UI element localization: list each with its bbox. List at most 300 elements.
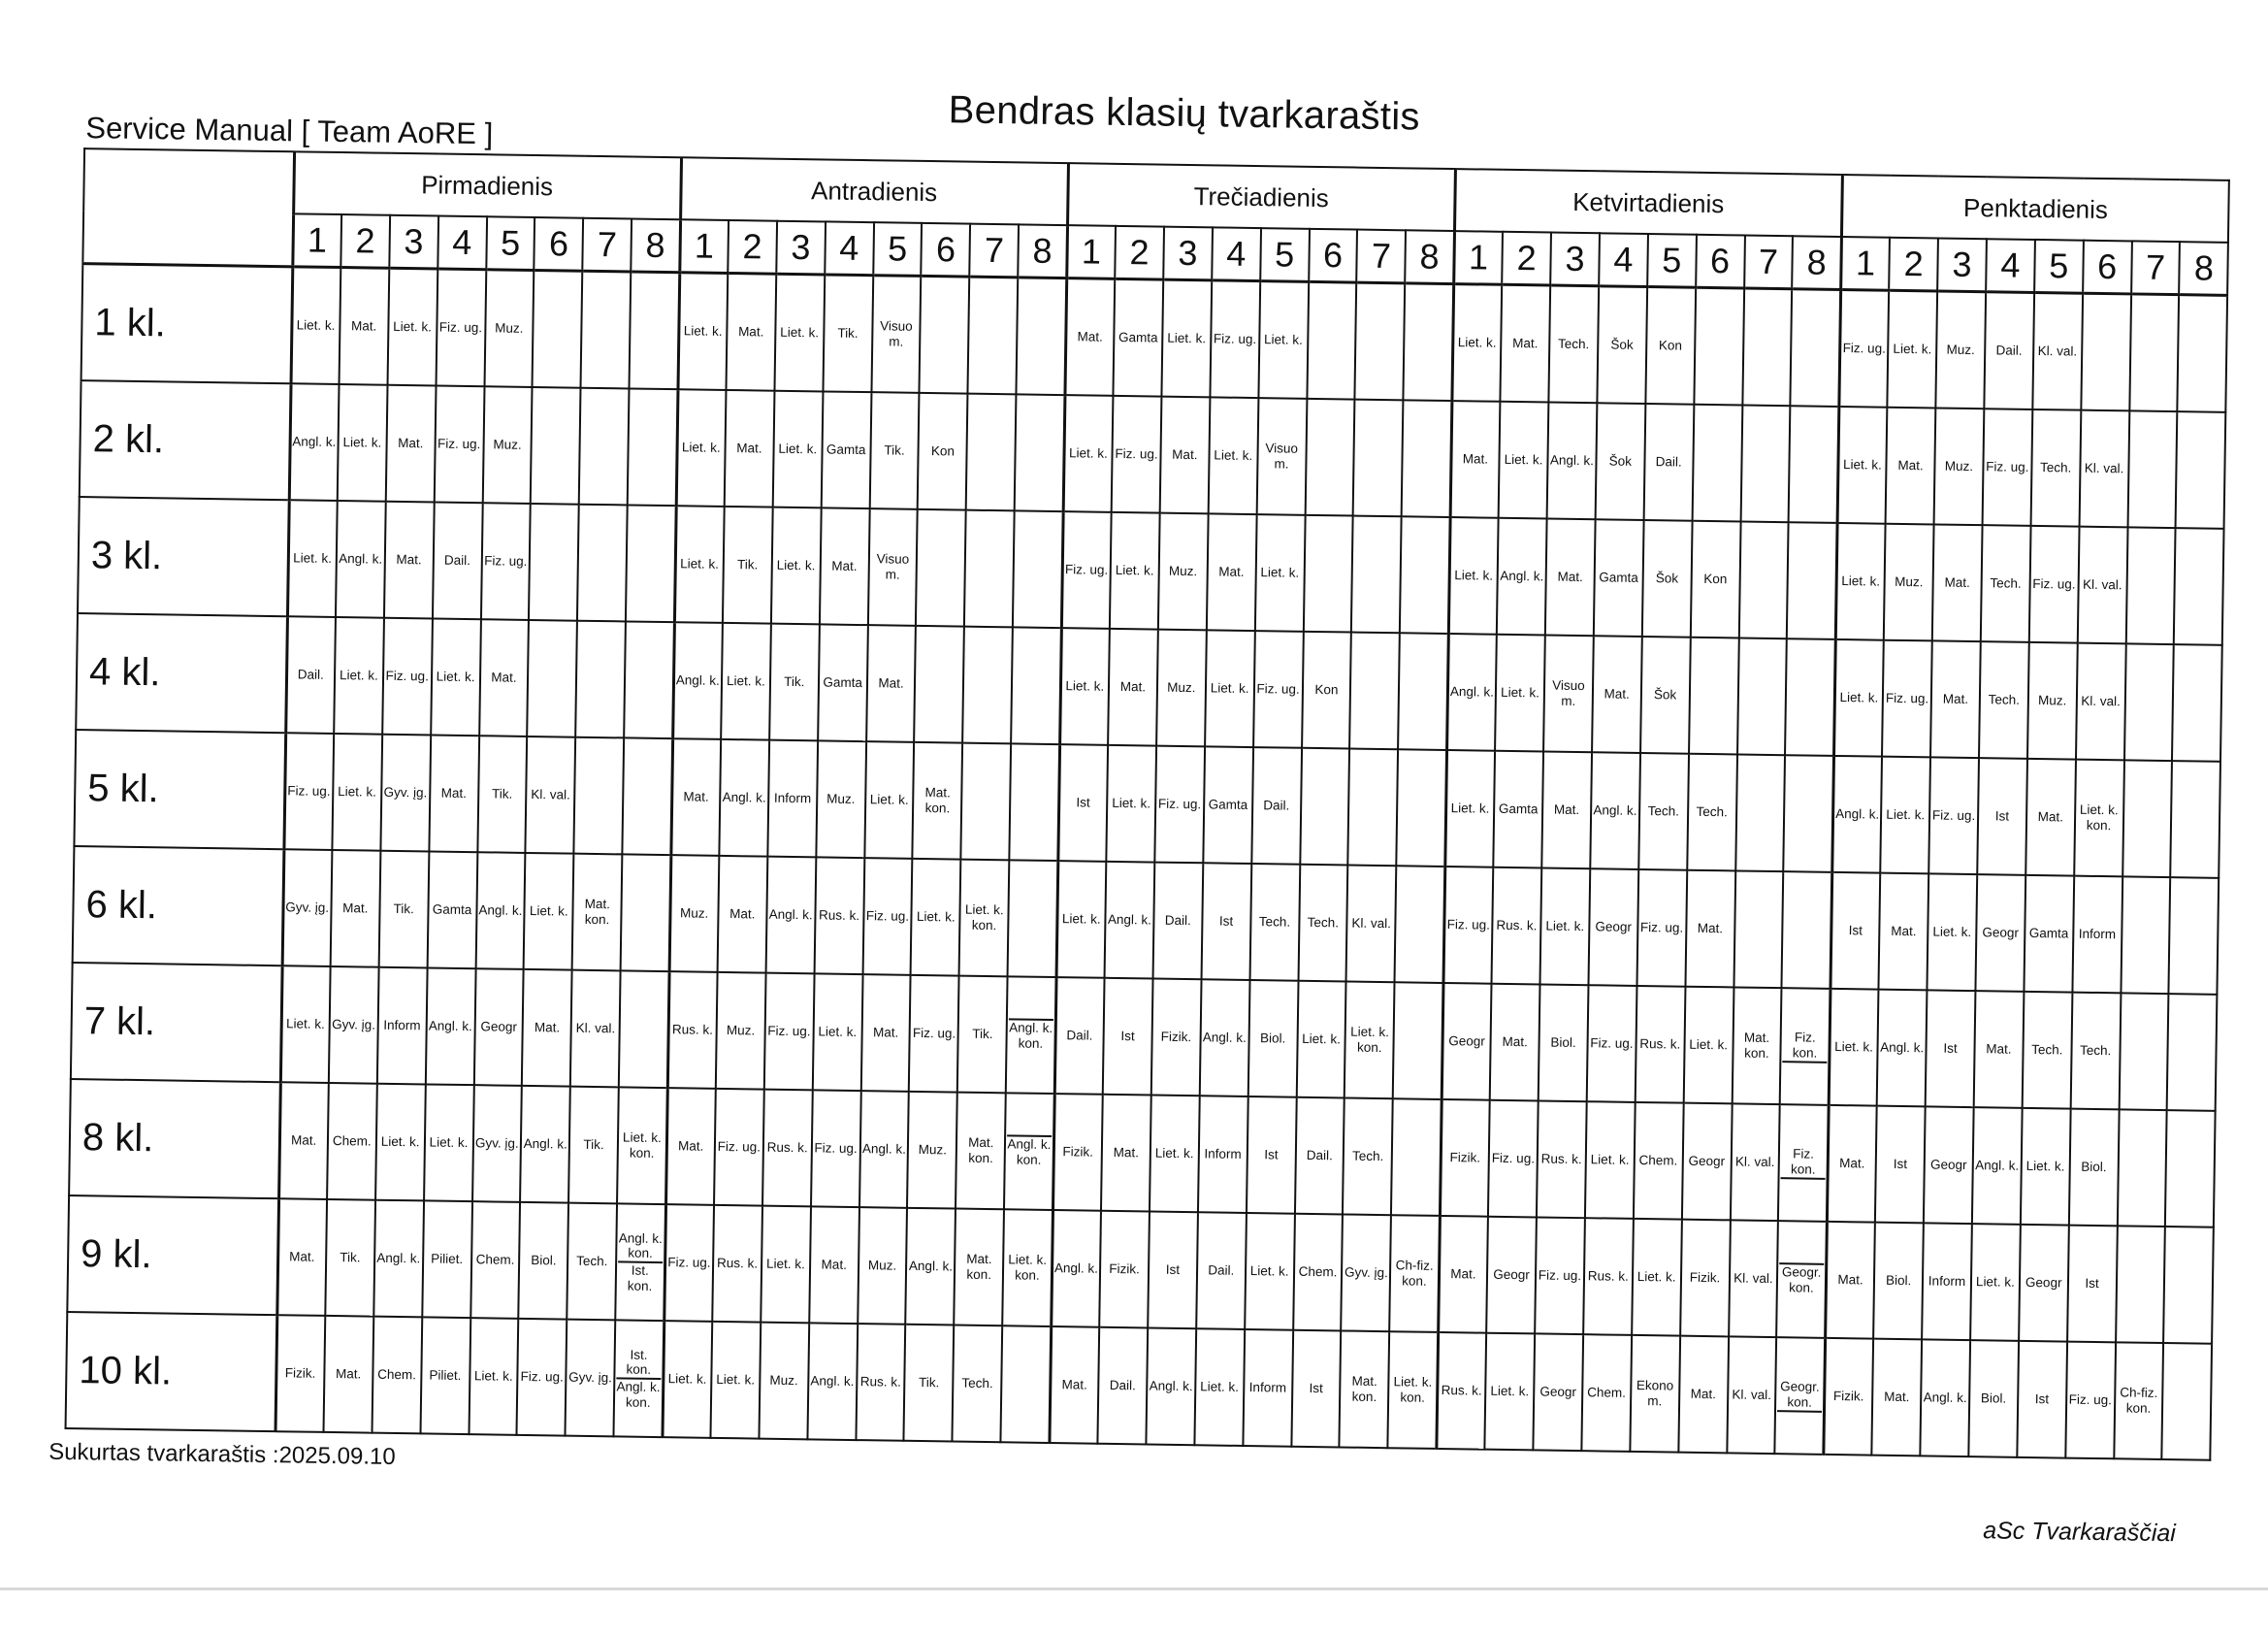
lesson-cell: Ist	[2017, 1341, 2067, 1458]
lesson-cell: Liet. k.	[1499, 402, 1549, 519]
lesson-cell: Liet. k.	[663, 1321, 713, 1438]
lesson-cell: Tech.	[2070, 993, 2121, 1110]
lesson-cell: Fiz. ug.	[480, 503, 531, 620]
lesson-cell	[1789, 406, 1839, 523]
lesson-cell: Angl. k.	[1877, 990, 1928, 1107]
lesson-cell: Muz.	[484, 270, 535, 387]
lesson-cell: Angl. k.	[1497, 518, 1547, 636]
lesson-cell: Liet. k.	[387, 268, 437, 385]
lesson-cell	[916, 509, 966, 627]
scan-edge	[0, 1587, 2268, 1590]
lesson-cell: Angl. k.	[336, 501, 386, 618]
lesson-cell: Inform	[2072, 876, 2122, 994]
lesson-cell: Muz.	[858, 1207, 908, 1325]
lesson-cell	[621, 854, 671, 971]
lesson-cell: Mat.	[1930, 640, 1981, 758]
lesson-cell: Liet. k.	[761, 1206, 811, 1324]
lesson-cell: Liet. k.	[774, 274, 825, 391]
lesson-cell: Mat.	[278, 1082, 329, 1199]
lesson-cell: Rus. k.	[856, 1324, 906, 1441]
lesson-cell	[1300, 748, 1350, 866]
period-number: 6	[922, 223, 971, 277]
lesson-cell: Liet. k.	[1888, 290, 1938, 408]
lesson-cell: Kl. val.	[1729, 1220, 1779, 1337]
lesson-cell: Piliet.	[422, 1200, 472, 1318]
lesson-cell: Liet. k.	[1056, 861, 1107, 978]
lesson-cell: Chem.	[1293, 1214, 1344, 1331]
lesson-cell: Tech.	[1298, 865, 1348, 982]
lesson-cell: Geogr	[2019, 1225, 2069, 1342]
lesson-cell: Fiz. ug.	[517, 1319, 567, 1436]
lesson-cell: Muz.	[1884, 524, 1934, 641]
lesson-cell	[2174, 528, 2224, 645]
lesson-cell	[1348, 749, 1399, 867]
lesson-cell: Fiz. ug.	[2029, 526, 2080, 643]
lesson-cell: Mat.	[1825, 1222, 1875, 1339]
lesson-cell: Liet. k.	[1448, 517, 1499, 635]
lesson-cell: Mat.	[718, 856, 768, 973]
period-number: 6	[1309, 229, 1358, 282]
lesson-cell: Gyv. įg.	[329, 966, 379, 1084]
lesson-part: Ist. kon.	[626, 1347, 652, 1378]
lesson-cell: Mat.	[1065, 278, 1116, 396]
period-number: 1	[1453, 231, 1503, 284]
lesson-cell: Muz.	[1934, 408, 1985, 525]
lesson-cell	[2162, 1343, 2213, 1460]
lesson-cell	[1782, 871, 1832, 989]
lesson-cell: Liet. k.	[1880, 757, 1930, 874]
lesson-cell: Fiz. ug.	[436, 269, 486, 386]
lesson-cell: Dail.	[1152, 863, 1203, 980]
lesson-cell	[2124, 643, 2175, 761]
lesson-cell: Gamta	[1113, 278, 1163, 396]
class-label: 1 kl.	[81, 264, 293, 384]
period-number: 4	[825, 221, 874, 275]
lesson-part: Angl. k. kon.	[1009, 1019, 1053, 1052]
lesson-cell: Fiz. ug.	[1882, 640, 1932, 758]
lesson-cell: Ist	[1201, 863, 1251, 980]
lesson-cell: Tech.	[1548, 285, 1599, 403]
lesson-cell: Mat.	[725, 390, 775, 507]
lesson-cell: Visuo m.	[867, 508, 918, 626]
lesson-cell: Liet. k.	[1970, 1224, 2021, 1341]
timetable-grid	[65, 147, 2231, 1461]
class-label: 7 kl.	[71, 963, 282, 1082]
lesson-cell: Tik.	[904, 1325, 955, 1442]
lesson-cell	[968, 277, 1019, 394]
period-number: 4	[1599, 233, 1648, 286]
lesson-cell: Mat.	[866, 625, 917, 742]
lesson-cell	[1006, 976, 1056, 1094]
lesson-cell	[1689, 638, 1739, 755]
lesson-cell	[1785, 638, 1835, 756]
lesson-cell: Tik.	[723, 507, 773, 624]
lesson-cell: Liet. k.	[1205, 630, 1255, 747]
lesson-cell: Liet. k.	[375, 1084, 426, 1201]
lesson-cell: Mat.	[522, 969, 572, 1087]
class-label: 4 kl.	[76, 613, 287, 733]
lesson-cell: Ist	[1057, 744, 1108, 862]
lesson-cell	[1011, 627, 1061, 744]
lesson-cell	[2117, 1109, 2167, 1227]
lesson-cell: Angl. k.	[765, 857, 816, 974]
lesson-cell: Ch-fiz. kon.	[2114, 1342, 2164, 1459]
lesson-cell	[531, 387, 581, 505]
lesson-cell: Geogr	[1924, 1106, 1974, 1224]
lesson-cell: Mat.	[1490, 984, 1540, 1101]
lesson-cell: Mat.	[1886, 408, 1936, 525]
lesson-cell: Muz.	[1156, 630, 1207, 747]
lesson-cell	[2121, 876, 2171, 994]
lesson-cell: Mat.	[1108, 629, 1158, 746]
lesson-cell: Liet. k.	[1194, 1328, 1245, 1446]
lesson-cell	[615, 1203, 665, 1321]
lesson-cell: Tik.	[568, 1087, 619, 1204]
lesson-cell	[628, 388, 678, 506]
lesson-cell: Angl. k.	[1547, 403, 1598, 520]
lesson-cell	[1305, 399, 1355, 516]
lesson-cell: Dail.	[433, 502, 483, 619]
lesson-cell: Dail.	[1984, 292, 2034, 409]
lesson-cell: Ist	[1291, 1330, 1342, 1448]
lesson-cell: Mat.	[1872, 1339, 1923, 1456]
lesson-cell: Biol.	[1968, 1340, 2019, 1457]
lesson-cell: Gamta	[1493, 751, 1543, 868]
lesson-cell	[961, 743, 1012, 861]
lesson-cell: Angl. k.	[859, 1091, 910, 1208]
lesson-cell: Liet. k.	[1445, 750, 1496, 867]
period-number: 3	[1550, 233, 1600, 286]
period-number: 2	[728, 220, 777, 274]
lesson-cell: Liet. k.	[1258, 281, 1309, 399]
lesson-cell: Kl. val.	[1346, 866, 1397, 983]
lesson-cell	[1017, 278, 1067, 395]
lesson-cell: Angl. k.	[1920, 1339, 1970, 1456]
lesson-cell: Fiz. ug.	[664, 1204, 714, 1322]
lesson-cell: Liet. k.	[431, 618, 481, 736]
lesson-cell: Dail.	[1643, 404, 1694, 521]
lesson-cell: Kl. val.	[570, 970, 621, 1088]
lesson-cell: Mat. kon.	[1340, 1330, 1390, 1448]
header-label: Service Manual [ Team AoRE ]	[85, 111, 494, 151]
lesson-cell: Mat.	[1932, 524, 1983, 641]
lesson-cell: Liet. k.	[2021, 1108, 2071, 1226]
lesson-cell: Tech.	[1249, 864, 1300, 981]
period-number: 2	[1115, 226, 1164, 279]
lesson-part	[1783, 1061, 1827, 1063]
period-number: 7	[1744, 236, 1794, 289]
lesson-cell: Fizik.	[1824, 1338, 1874, 1456]
period-number: 1	[679, 219, 729, 273]
lesson-part: Ist. kon.	[618, 1260, 663, 1293]
lesson-cell: Šok	[1640, 637, 1691, 754]
lesson-cell	[1740, 405, 1791, 522]
lesson-cell: Rus. k.	[1635, 986, 1685, 1103]
lesson-part: Angl. k. kon.	[1007, 1135, 1052, 1168]
period-number: 8	[1793, 236, 1842, 289]
period-number: 6	[535, 217, 584, 271]
lesson-cell: Muz.	[2027, 642, 2078, 760]
lesson-part	[1781, 1177, 1825, 1180]
lesson-cell: Biol.	[1873, 1223, 1924, 1340]
lesson-cell: Liet. k.	[1452, 284, 1503, 402]
lesson-cell: Muz.	[759, 1323, 809, 1440]
lesson-cell: Liet. k.	[1208, 397, 1258, 514]
class-label: 5 kl.	[74, 730, 285, 849]
lesson-cell	[579, 388, 630, 506]
class-label: 10 kl.	[66, 1312, 277, 1431]
lesson-cell: Liet. k.	[291, 267, 341, 384]
lesson-cell: Muz.	[716, 972, 766, 1090]
lesson-cell: Šok	[1597, 286, 1647, 404]
corner-cell	[82, 148, 294, 267]
lesson-cell: Gyv. įg.	[1342, 1214, 1392, 1331]
lesson-cell: Fiz. ug.	[1983, 409, 2033, 526]
lesson-cell: Ist	[1831, 872, 1881, 990]
lesson-cell: Liet. k.	[676, 389, 727, 507]
lesson-cell: Mat. kon.	[956, 1093, 1006, 1210]
lesson-cell	[1400, 516, 1450, 634]
lesson-cell: Mat.	[1438, 1216, 1488, 1333]
lesson-cell: Mat.	[1207, 513, 1257, 631]
page-title: Bendras klasių tvarkaraštis	[948, 88, 1421, 139]
lesson-cell: Inform	[1198, 1096, 1248, 1213]
lesson-cell: Liet. k. kon.	[1388, 1331, 1439, 1449]
lesson-cell	[920, 276, 970, 393]
lesson-cell: Fiz. ug.	[1061, 511, 1112, 629]
lesson-cell: Angl. k.	[1105, 862, 1155, 979]
lesson-cell	[574, 737, 625, 855]
lesson-cell	[2171, 761, 2221, 878]
lesson-cell	[2125, 527, 2176, 644]
lesson-cell	[1010, 743, 1060, 861]
lesson-cell: Fiz. ug.	[2065, 1342, 2116, 1459]
period-number: 3	[1937, 238, 1987, 291]
lesson-cell: Biol.	[1247, 980, 1298, 1097]
lesson-cell: Mat.	[1545, 519, 1596, 637]
lesson-cell	[626, 505, 676, 622]
lesson-cell: Mat. kon.	[955, 1209, 1005, 1326]
lesson-cell: Rus. k.	[1537, 1100, 1587, 1218]
lesson-cell	[2129, 294, 2180, 411]
day-header: Antradienis	[680, 157, 1068, 225]
lesson-cell: Angl. k.	[719, 739, 769, 857]
lesson-cell: Mat.	[331, 850, 381, 967]
lesson-cell: Tik.	[378, 851, 429, 968]
lesson-cell: Mat.	[1592, 636, 1642, 753]
lesson-cell: Geogr	[1588, 868, 1638, 986]
lesson-cell: Liet. k.	[287, 500, 338, 617]
lesson-cell: Rus. k.	[762, 1090, 813, 1207]
lesson-cell	[1391, 1098, 1442, 1216]
lesson-cell	[2122, 760, 2173, 877]
lesson-cell: Liet. k.	[1063, 395, 1114, 512]
lesson-cell: Liet. k.	[710, 1322, 761, 1439]
lesson-cell	[1791, 289, 1841, 407]
period-number: 8	[631, 218, 680, 272]
lesson-cell: Biol.	[1539, 984, 1589, 1101]
lesson-cell: Angl. k.	[289, 383, 340, 501]
lesson-cell	[2176, 411, 2226, 529]
lesson-cell: Mat.	[809, 1206, 859, 1324]
lesson-cell: Kl. val.	[2032, 292, 2083, 409]
period-number: 4	[1212, 227, 1261, 280]
lesson-cell	[2119, 993, 2169, 1110]
lesson-cell	[1008, 860, 1058, 977]
lesson-cell: Liet. k. kon.	[1345, 981, 1395, 1098]
lesson-cell: Tik.	[823, 275, 873, 392]
lesson-cell: Ist	[1247, 1096, 1297, 1214]
lesson-cell	[1775, 1337, 1826, 1455]
lesson-cell	[1353, 400, 1404, 517]
lesson-cell: Angl. k.	[1146, 1327, 1196, 1445]
lesson-cell: Gamta	[427, 851, 477, 968]
lesson-cell: Mat.	[1101, 1095, 1151, 1212]
lesson-cell: Kon	[1690, 521, 1740, 638]
lesson-cell: Biol.	[519, 1202, 569, 1320]
lesson-cell: Liet. k.	[1161, 279, 1212, 397]
lesson-cell: Ist	[1875, 1106, 1926, 1224]
lesson-cell: Mat.	[670, 738, 721, 856]
lesson-cell	[964, 510, 1015, 628]
lesson-cell: Rus. k.	[1437, 1332, 1487, 1450]
lesson-cell: Mat.	[1974, 991, 2025, 1108]
lesson-cell	[1395, 866, 1445, 983]
lesson-cell: Tik.	[957, 976, 1008, 1094]
lesson-cell: Kon	[918, 393, 968, 510]
lesson-cell	[1303, 515, 1353, 633]
lesson-cell	[1694, 287, 1744, 405]
lesson-cell: Mat.	[1450, 401, 1501, 518]
lesson-cell: Tik.	[769, 624, 820, 741]
day-header: Pirmadienis	[293, 151, 681, 219]
lesson-cell: Ist	[1926, 990, 1976, 1107]
lesson-cell	[2178, 295, 2228, 412]
period-number: 4	[437, 216, 487, 270]
lesson-cell: Mat.	[1678, 1336, 1729, 1454]
period-number: 5	[1260, 228, 1310, 281]
period-number: 1	[1066, 225, 1116, 278]
class-label: 6 kl.	[73, 846, 284, 965]
lesson-cell: Muz.	[816, 740, 866, 858]
lesson-cell: Tech.	[1981, 525, 2031, 642]
lesson-cell: Tech.	[1638, 753, 1689, 870]
split-lesson	[1783, 1031, 1828, 1063]
lesson-cell: Liet. k.	[1106, 745, 1156, 863]
lesson-cell	[1733, 870, 1784, 988]
lesson-cell: Rus. k.	[1583, 1218, 1634, 1335]
lesson-cell: Liet. k.	[678, 273, 729, 390]
lesson-cell	[577, 505, 628, 622]
lesson-cell: Angl. k.	[520, 1086, 570, 1203]
lesson-cell	[966, 394, 1017, 511]
lesson-cell: Liet. k. kon.	[617, 1087, 667, 1204]
period-number: 8	[1018, 224, 1067, 278]
split-lesson	[1781, 1147, 1826, 1180]
day-header: Ketvirtadienis	[1454, 169, 1842, 237]
lesson-cell: Mat. kon.	[913, 742, 963, 860]
lesson-cell: Ch-fiz. kon.	[1389, 1215, 1440, 1332]
lesson-cell: Liet. k.	[911, 859, 961, 976]
lesson-cell: Rus. k.	[667, 971, 718, 1089]
lesson-part: Angl. k. kon.	[618, 1230, 663, 1261]
lesson-cell: Angl. k.	[1051, 1210, 1101, 1327]
lesson-cell: Inform	[1243, 1329, 1293, 1447]
lesson-cell: Visuo m.	[871, 276, 922, 393]
lesson-cell: Geogr	[473, 968, 524, 1086]
lesson-cell	[1692, 405, 1742, 522]
lesson-cell: Liet. k.	[1829, 989, 1879, 1106]
lesson-cell: Mat.	[820, 507, 870, 625]
lesson-cell: Šok	[1642, 520, 1693, 638]
lesson-part: Fiz. kon.	[1792, 1030, 1818, 1061]
lesson-cell: Inform	[767, 740, 818, 858]
lesson-cell	[1351, 516, 1402, 634]
period-number: 2	[1889, 238, 1938, 291]
period-number: 1	[1840, 237, 1890, 290]
lesson-cell: Fiz. ug.	[1839, 289, 1890, 407]
lesson-cell	[2127, 410, 2178, 528]
lesson-cell: Dail.	[1251, 747, 1302, 865]
lesson-cell: Liet. k.	[1255, 514, 1306, 632]
lesson-part: Angl. k. kon.	[616, 1377, 661, 1410]
lesson-cell: Kon	[1302, 632, 1352, 749]
lesson-cell: Liet. k.	[812, 973, 862, 1091]
lesson-cell: Fiz. ug.	[1443, 867, 1494, 984]
lesson-cell	[1776, 1221, 1827, 1338]
lesson-cell: Liet. k.	[771, 507, 822, 625]
lesson-cell	[1349, 633, 1400, 750]
lesson-cell: Liet. k. kon.	[1002, 1209, 1053, 1326]
period-number: 2	[340, 214, 390, 268]
lesson-cell: Fiz. ug.	[1112, 396, 1162, 513]
lesson-cell: Tik.	[325, 1199, 375, 1317]
lesson-cell: Angl. k.	[1446, 634, 1497, 751]
lesson-cell	[1013, 510, 1063, 628]
lesson-cell: Fiz. ug.	[811, 1090, 861, 1207]
lesson-cell: Piliet.	[420, 1317, 470, 1434]
lesson-cell: Geogr	[1975, 874, 2025, 992]
lesson-cell: Angl. k.	[1972, 1107, 2023, 1225]
lesson-cell: Ist	[1103, 978, 1153, 1096]
period-number: 1	[292, 213, 341, 267]
lesson-cell: Liet. k.	[721, 623, 771, 740]
created-date: Sukurtas tvarkaraštis :2025.09.10	[48, 1438, 396, 1471]
lesson-cell: Liet. k. kon.	[959, 860, 1010, 977]
lesson-cell: Fiz. ug.	[1210, 280, 1260, 398]
lesson-cell: Liet. k.	[1539, 867, 1590, 985]
lesson-cell	[2165, 1110, 2216, 1227]
lesson-cell	[529, 504, 579, 621]
lesson-cell: Geogr	[1442, 983, 1492, 1100]
lesson-cell: Liet. k.	[1245, 1213, 1295, 1330]
lesson-cell: Angl. k.	[425, 967, 475, 1085]
lesson-cell: Liet. k.	[864, 741, 915, 859]
lesson-cell: Tik.	[869, 392, 920, 509]
lesson-cell: Rus. k.	[1492, 867, 1542, 985]
period-number: 5	[1647, 234, 1697, 287]
period-number: 7	[1357, 230, 1407, 283]
split-lesson	[616, 1347, 661, 1410]
lesson-cell: Tech.	[1979, 641, 2029, 759]
lesson-cell	[619, 970, 669, 1088]
lesson-cell: Liet. k.	[524, 853, 574, 970]
lesson-cell	[1001, 1325, 1052, 1443]
lesson-cell: Dail.	[285, 616, 336, 734]
lesson-cell: Dail.	[1294, 1097, 1345, 1215]
lesson-cell	[915, 626, 965, 743]
lesson-cell: Gamta	[2024, 875, 2074, 993]
